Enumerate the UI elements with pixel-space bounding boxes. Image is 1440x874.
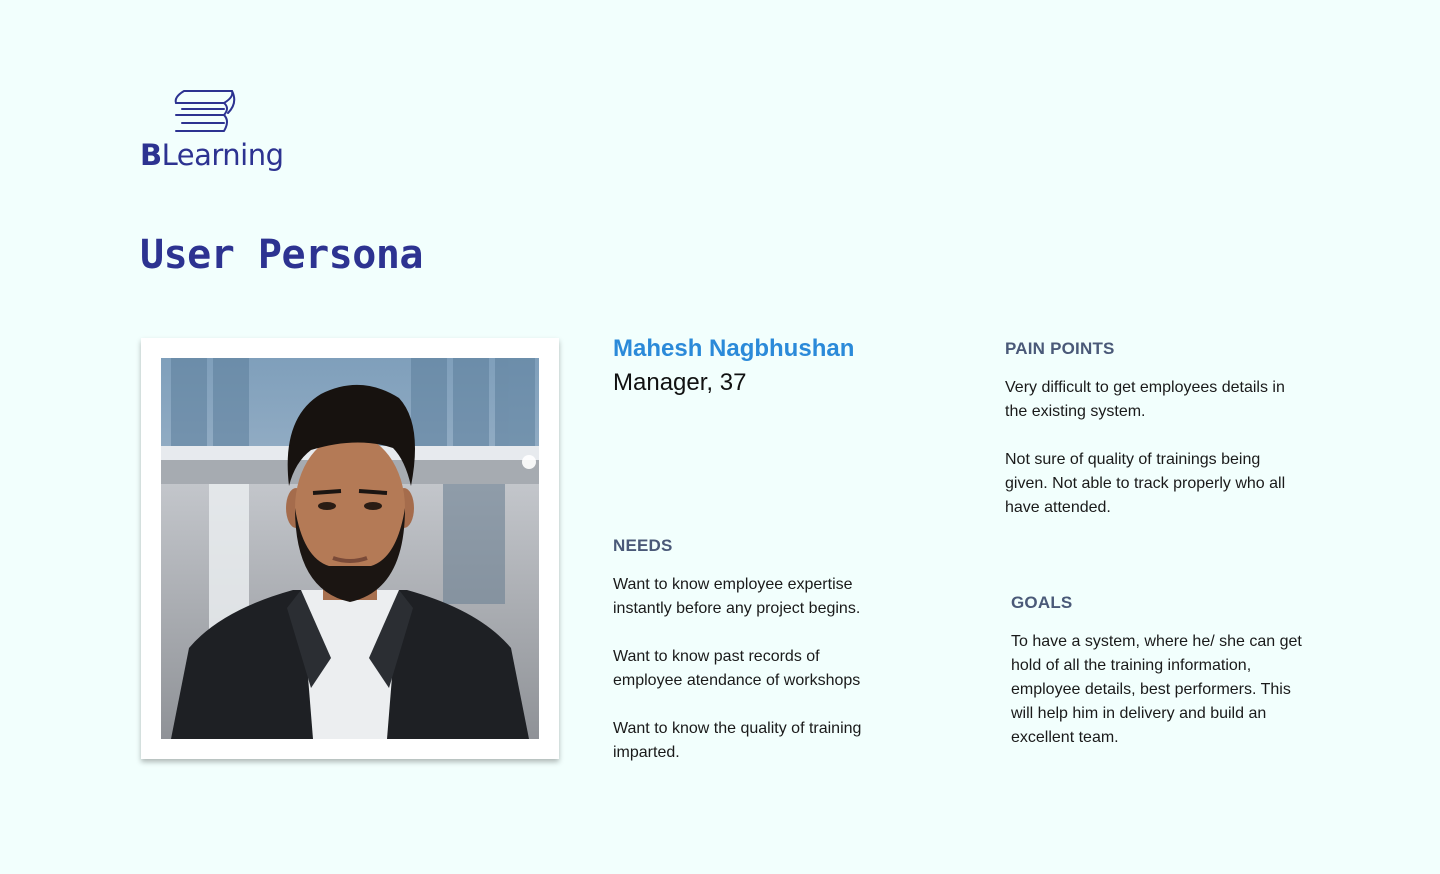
page-title: User Persona xyxy=(140,232,423,278)
brand-name-bold: B xyxy=(140,138,162,172)
needs-item: Want to know past records of employee atendance of workshops xyxy=(613,648,861,689)
pain-points-heading: PAIN POINTS xyxy=(1005,339,1115,358)
stacked-books-icon xyxy=(172,88,238,134)
persona-photo xyxy=(161,358,539,739)
brand-logo xyxy=(140,86,284,178)
needs-heading: NEEDS xyxy=(613,536,673,555)
persona-role: Manager, 37 xyxy=(613,369,747,396)
brand-name-rest: Learning xyxy=(161,138,284,172)
brand-name xyxy=(140,138,284,172)
persona-name: Mahesh Nagbhushan xyxy=(613,335,855,362)
needs-item: Want to know employee expertise instantly before any project begins. xyxy=(613,576,861,617)
pain-point-item: Not sure of quality of trainings being given. Not able to track properly who all have attended. xyxy=(1005,451,1286,516)
needs-item: Want to know the quality of training imparted. xyxy=(613,720,862,761)
goals-heading: GOALS xyxy=(1011,593,1073,612)
pain-point-item: Very difficult to get employees details in the existing system. xyxy=(1005,379,1285,420)
persona-photo-card xyxy=(141,338,559,759)
goal-item: To have a system, where he/ she can get hold of all the training information, employee details, best performers. This will help him in delivery and build an excellent team. xyxy=(1011,633,1302,746)
